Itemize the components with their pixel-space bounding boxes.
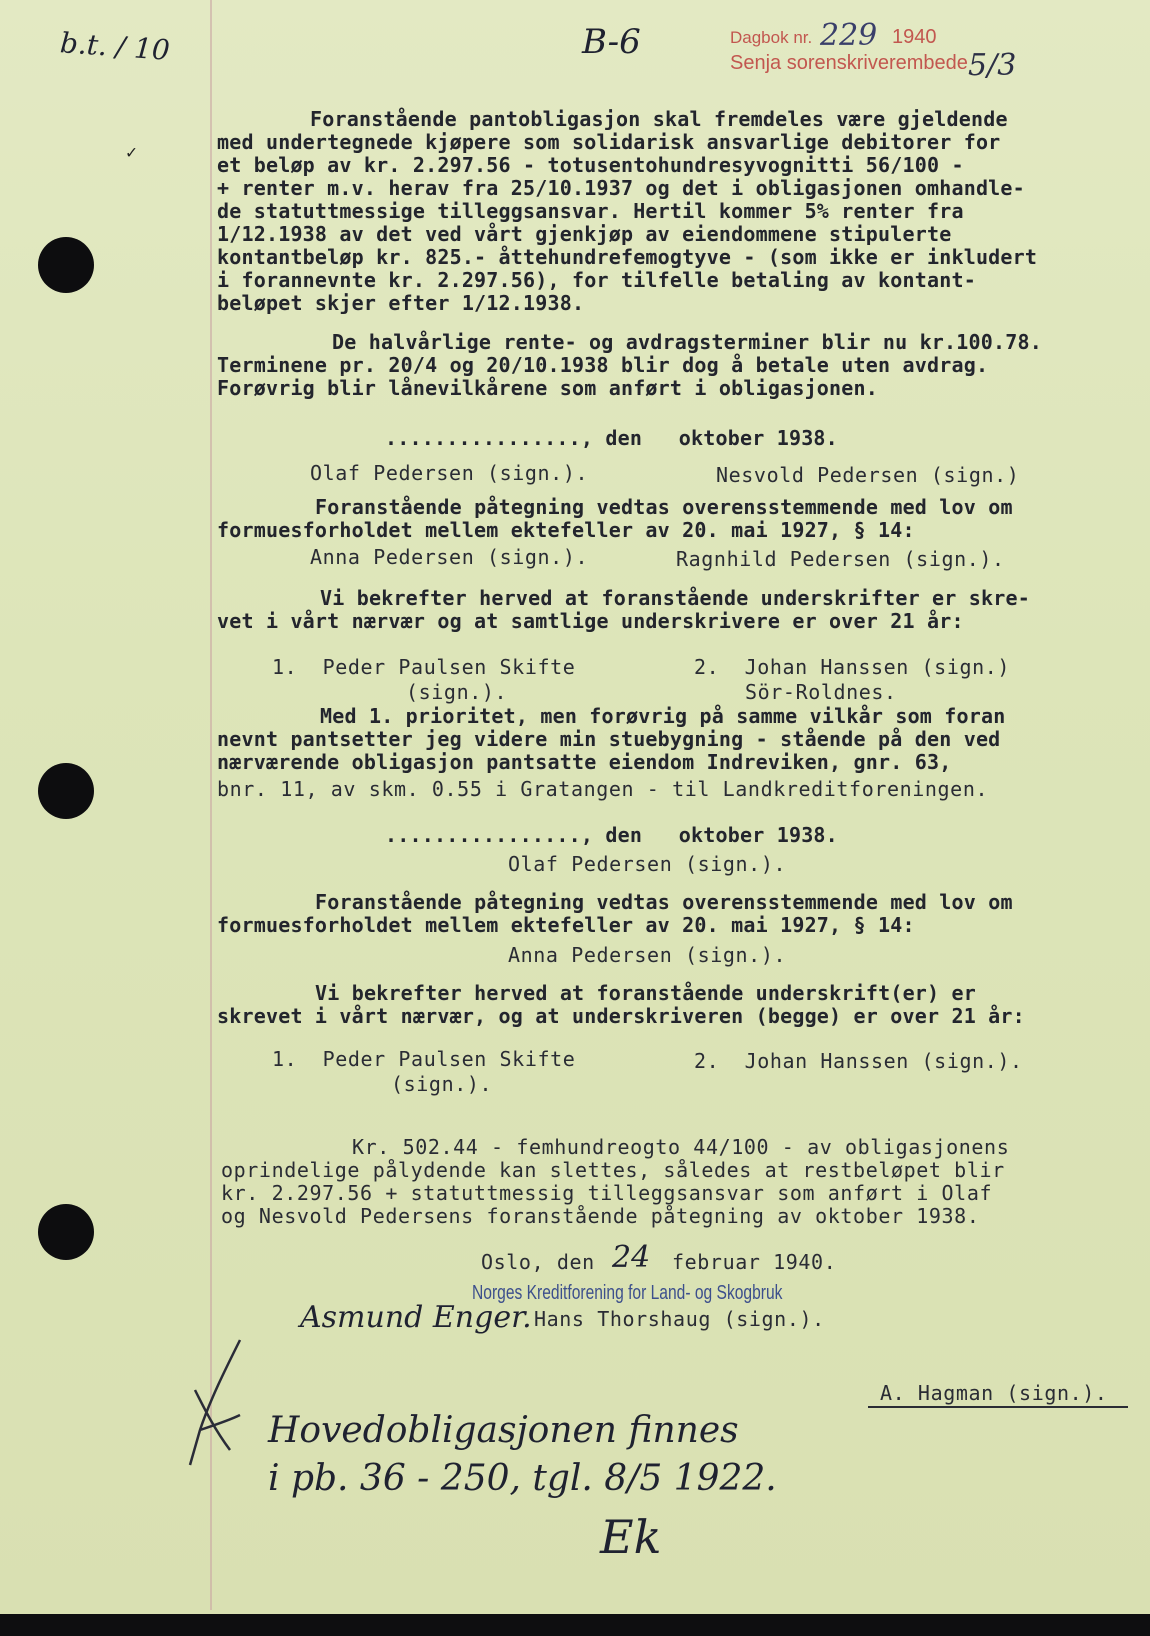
margin-note: b.t. / 10 [58,26,171,67]
margin-scribble-icon [170,1330,260,1480]
p1-line: de statuttmessige tilleggsansvar. Hertil kommer 5% renter fra [217,199,964,223]
p3-line: formuesforholdet mellem ektefeller av 20. mai 1927, § 14: [217,518,915,542]
p1-line: beløpet skjer efter 1/12.1938. [217,291,585,315]
p8-line: kr. 2.297.56 + statuttmessig tilleggsansvar som anført i Olaf [221,1181,993,1205]
handwritten-signature: Asmund Enger. [300,1300,532,1335]
punch-hole [38,237,94,293]
handwritten-note: i pb. 36 - 250, tgl. 8/5 1922. [268,1458,777,1499]
p8-line: og Nesvold Pedersens foranstående påtegning av oktober 1938. [221,1204,980,1228]
handwritten-note: Hovedobligasjonen finnes [268,1410,739,1451]
p7-line: Vi bekrefter herved at foranstående underskrift(er) er [315,981,977,1005]
p1-line: kontantbeløp kr. 825.- åttehundrefemogtyve - (som ikke er inkludert [217,245,1038,269]
tick-mark: ✓ [126,142,137,163]
place-date: Oslo, den [481,1250,595,1274]
p2-line: Forøvrig blir lånevilkårene som anført i obligasjonen. [217,376,879,400]
p1-line: et beløp av kr. 2.297.56 - totusentohundresyvognitti 56/100 - [217,153,964,177]
p2-line: De halvårlige rente- og avdragsterminer blir nu kr.100.78. [332,330,1042,354]
dagbok-year: 1940 [892,26,937,48]
organization-stamp: Norges Kreditforening for Land- og Skogbruk [472,1282,783,1304]
signature-line: Olaf Pedersen (sign.). [310,461,589,485]
signature-underline [868,1406,1128,1408]
signature-line: Hans Thorshaug (sign.). [534,1307,825,1331]
p1-line: Foranstående pantobligasjon skal fremdeles være gjeldende [310,107,1008,131]
signature-line: Ragnhild Pedersen (sign.). [676,547,1005,571]
p1-line: med undertegnede kjøpere som solidarisk ansvarlige debitorer for [217,130,1001,154]
punch-hole [38,763,94,819]
witness-line: 2. Johan Hanssen (sign.). [694,1049,1023,1073]
handwritten-initials: Ek [600,1510,662,1564]
p1-line: i forannevnte kr. 2.297.56), for tilfelle betaling av kontant- [217,268,976,292]
handwritten-day: 24 [612,1240,651,1275]
p6-line: formuesforholdet mellem ektefeller av 20. mai 1927, § 14: [217,913,915,937]
witness-line: (sign.). [406,680,508,704]
dagbok-number: 229 [820,18,878,53]
date-line: ................, den oktober 1938. [385,823,838,847]
signature-line: Anna Pedersen (sign.). [508,943,787,967]
p1-line: + renter m.v. herav fra 25/10.1937 og det i obligasjonen omhandle- [217,176,1025,200]
signature-line: Nesvold Pedersen (sign.) [716,463,1020,487]
p1-line: 1/12.1938 av det ved vårt gjenkjøp av eiendommene stipulerte [217,222,952,246]
p4-line: vet i vårt nærvær og at samtlige underskrivere er over 21 år: [217,609,964,633]
signature-line: Olaf Pedersen (sign.). [508,852,787,876]
witness-line: 1. Peder Paulsen Skifte [272,1047,576,1071]
p7-line: skrevet i vårt nærvær, og at underskriveren (begge) er over 21 år: [217,1004,1025,1028]
p6-line: Foranstående påtegning vedtas overensstemmende med lov om [315,890,1013,914]
p5-line: nærværende obligasjon pantsatte eiendom Indreviken, gnr. 63, [217,750,952,774]
place-date: februar 1940. [672,1250,837,1274]
dagbok-label: Dagbok nr. [730,28,813,47]
p3-line: Foranstående påtegning vedtas overensstemmende med lov om [315,495,1013,519]
scan-edge [0,1614,1150,1636]
p2-line: Terminene pr. 20/4 og 20/10.1938 blir dog å betale uten avdrag. [217,353,989,377]
witness-line: Sör-Roldnes. [745,680,897,704]
p8-line: oprindelige pålydende kan slettes, således at restbeløpet blir [221,1158,1005,1182]
signature-line: A. Hagman (sign.). [880,1381,1108,1405]
witness-line: 2. Johan Hanssen (sign.) [694,655,1011,679]
p4-line: Vi bekrefter herved at foranstående underskrifter er skre- [320,586,1030,610]
p8-line: Kr. 502.44 - femhundreogto 44/100 - av obligasjonens [352,1135,1010,1159]
p5-line: bnr. 11, av skm. 0.55 i Gratangen - til Landkreditforeningen. [217,777,989,801]
p5-line: Med 1. prioritet, men forøvrig på samme vilkår som foran [320,704,1006,728]
fraction-mark: 5/3 [968,48,1017,83]
reference-mark: B-6 [582,22,641,62]
office-stamp: Senja sorenskriverembede [730,52,968,74]
date-line: ................, den oktober 1938. [385,426,838,450]
p5-line: nevnt pantsetter jeg videre min stuebygning - stående på den ved [217,727,1001,751]
punch-hole [38,1204,94,1260]
witness-line: (sign.). [391,1072,493,1096]
witness-line: 1. Peder Paulsen Skifte [272,655,576,679]
signature-line: Anna Pedersen (sign.). [310,545,589,569]
